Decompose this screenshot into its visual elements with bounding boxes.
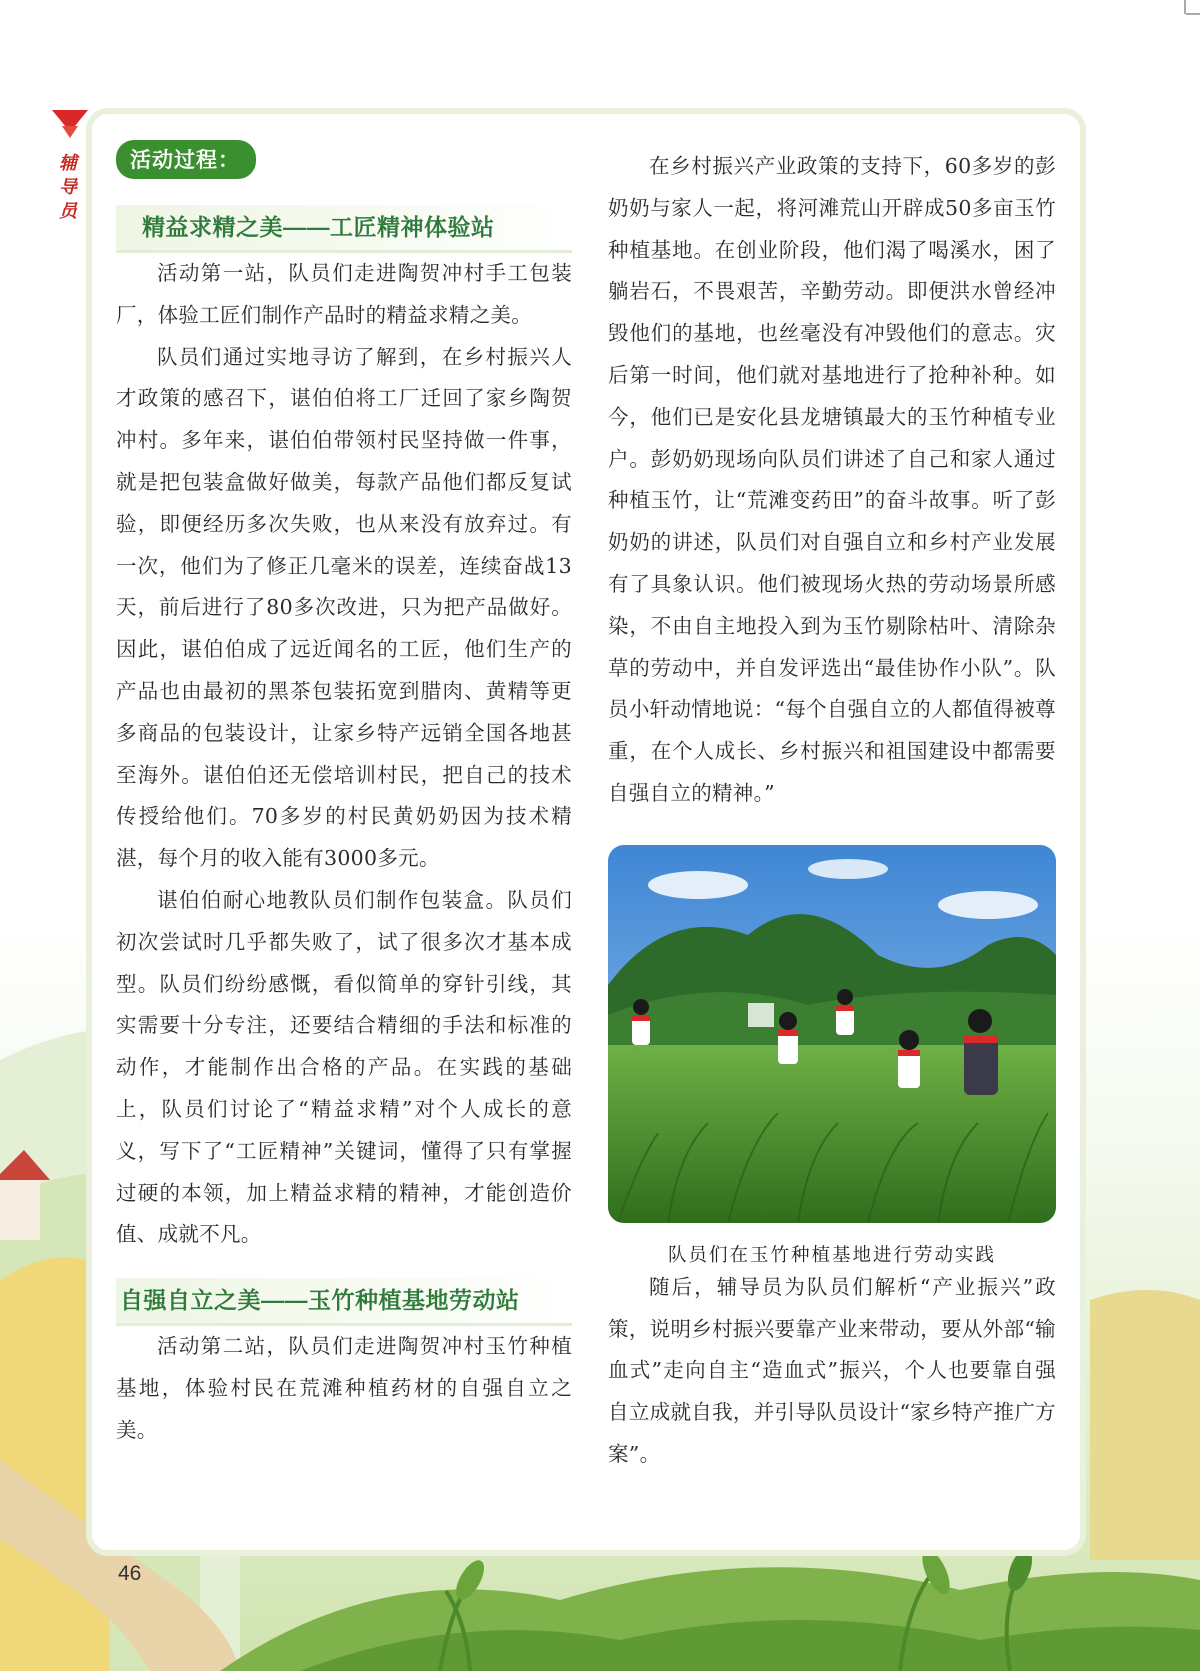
field-photo [608,845,1056,1223]
right-paragraph: 随后，辅导员为队员们解析“产业振兴”政策，说明乡村振兴要靠产业来带动，要从外部“输血式”走向自主“造血式”振兴，个人也要靠自强自立成就自我，并引导队员设计“家乡特产推广方案”。 [608,1274,1056,1466]
left-column [116,140,572,1452]
section1-paragraph: 队员们通过实地寻访了解到，在乡村振兴人才政策的感召下，谌伯伯将工厂迁回了家乡陶贺冲村。多年来，谌伯伯带领村民坚持做一件事，就是把包装盒做好做美，每款产品他们都反复试验，即便经历多次失败，也从来没有放弃过。有一次，他们为了修正几毫米的误差，连续奋战13天，前后进行了80多次改进，只为把产品做好。因此，谌伯伯成了远近闻名的工匠，他们生产的产品也由最初的黑茶包装拓宽到腊肉、黄精等更多商品的包装设计，让家乡特产远销全国各地甚至海外。谌伯伯还无偿培训村民，把自己的技术传授给他们。70多岁的村民黄奶奶因为技术精湛，每个月的收入能有3000多元。 [116,344,572,871]
section2-heading: 自强自立之美——玉竹种植基地劳动站 [116,1278,572,1326]
section2-paragraph: 活动第二站，队员们走进陶贺冲村玉竹种植基地，体验村民在荒滩种植药材的自强自立之美。 [116,1334,572,1442]
ribbon-icon [52,110,88,140]
section1-paragraph: 谌伯伯耐心地教队员们制作包装盒。队员们初次尝试时几乎都失败了，试了很多次才基本成型。队员们纷纷感慨，看似简单的穿针引线，其实需要十分专注，还要结合精细的手法和标准的动作，才能制作出合格的产品。在实践的基础上，队员们讨论了“精益求精”对个人成长的意义，写下了“工匠精神”关键词，懂得了只有掌握过硬的本领，加上精益求精的精神，才能创造价值、成就不凡。 [116,887,572,1247]
field-photo-illustration [608,845,1056,1223]
activity-label: 活动过程： [116,140,256,179]
page-number: 46 [118,1562,142,1585]
photo-caption: 队员们在玉竹种植基地进行劳动实践 [667,1244,996,1266]
section1-paragraph: 活动第一站，队员们走进陶贺冲村手工包装厂，体验工匠们制作产品时的精益求精之美。 [116,261,572,327]
right-paragraph: 在乡村振兴产业政策的支持下，60多岁的彭奶奶与家人一起，将河滩荒山开辟成50多亩玉竹种植基地。在创业阶段，他们渴了喝溪水，困了躺岩石，不畏艰苦，辛勤劳动。即便洪水曾经冲毁他们的基地，也丝毫没有冲毁他们的意志。灾后第一时间，他们就对基地进行了抢种补种。如今，他们已是安化县龙塘镇最大的玉竹种植专业户。彭奶奶现场向队员们讲述了自己和家人通过种植玉竹，让“荒滩变药田”的奋斗故事。听了彭奶奶的讲述，队员们对自强自立和乡村产业发展有了具象认识。他们被现场火热的劳动场景所感染，不由自主地投入到为玉竹剔除枯叶、清除杂草的劳动中，并自发评选出“最佳协作小队”。队员小轩动情地说：“每个自强自立的人都值得被尊重，在个人成长、乡村振兴和祖国建设中都需要自强自立的精神。” [608,154,1056,805]
side-label: 辅导员 [59,153,77,222]
section1-heading: 精益求精之美——工匠精神体验站 [116,205,572,253]
right-column [608,146,1056,1476]
